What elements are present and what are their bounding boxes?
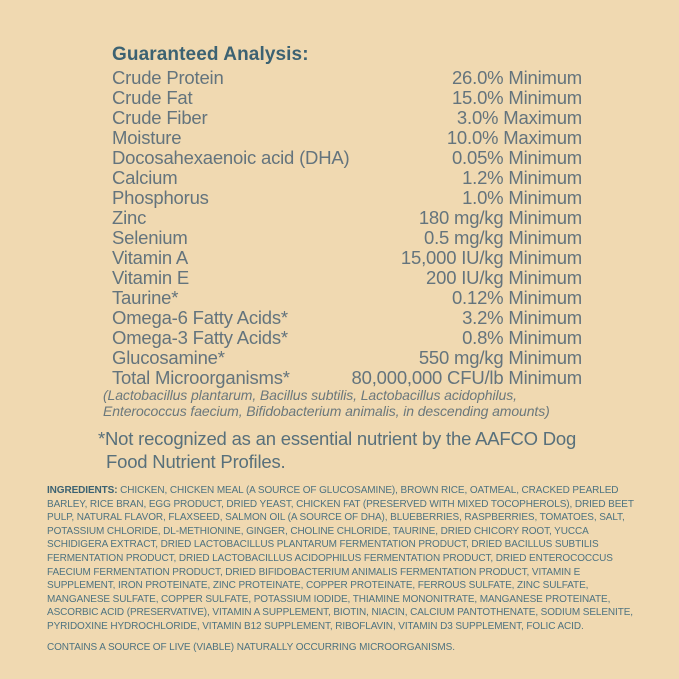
nutrient-name: Omega-6 Fatty Acids* xyxy=(112,307,288,328)
nutrient-name: Vitamin E xyxy=(112,267,190,288)
nutrient-amount: 200 IU/kg Minimum xyxy=(426,267,582,288)
nutrient-name: Omega-3 Fatty Acids* xyxy=(112,327,288,348)
nutrient-name: Glucosamine* xyxy=(112,347,225,368)
analysis-row xyxy=(112,347,582,367)
nutrient-amount: 15.0% Minimum xyxy=(451,87,582,108)
nutrient-amount: 0.8% Minimum xyxy=(462,327,582,348)
nutrient-amount: 26.0% Minimum xyxy=(451,67,582,88)
analysis-row xyxy=(112,207,582,227)
analysis-row xyxy=(112,167,582,187)
ingredients-list-text: CHICKEN, CHICKEN MEAL (A SOURCE OF GLUCOSAMINE), BROWN RICE, OATMEAL, CRACKED PEARLED BARLEY, RICE BRAN, EGG PRODUCT, DRIED YEAST, CHICKEN FAT (PRESERVED WITH MIXED TOCOPHEROLS), DRIED BEET PULP, NATURAL FLAVOR, FLAXSEED, SALMON OIL (A SOURCE OF DHA), BLUEBERRIES, RASPBERRIES, TOMATOES, SALT, POTASSIUM CHLORIDE, DL-METHIONINE, GINGER, CHOLINE CHLORIDE, TAURINE, DRIED CHICORY ROOT, YUCCA SCHIDIGERA EXTRACT, DRIED LACTOBACILLUS PLANTARUM FERMENTATION PRODUCT, DRIED BACILLUS SUBTILIS FERMENTATION PRODUCT, DRIED LACTOBACILLUS ACIDOPHILUS FERMENTATION PRODUCT, DRIED ENTEROCOCCUS FAECIUM FERMENTATION PRODUCT, DRIED BIFIDOBACTERIUM ANIMALIS FERMENTATION PRODUCT, VITAMIN E SUPPLEMENT, IRON PROTEINATE, ZINC PROTEINATE, COPPER PROTEINATE, FERROUS SULFATE, ZINC SULFATE, MANGANESE SULFATE, COPPER SULFATE, POTASSIUM IODIDE, THIAMINE MONONITRATE, MANGANESE PROTEINATE, ASCORBIC ACID (PRESERVATIVE), VITAMIN A SUPPLEMENT, BIOTIN, NIACIN, CALCIUM PANTOTHENATE, SODIUM SELENITE, PYRIDOXINE HYDROCHLORIDE, VITAMIN B12 SUPPLEMENT, RIBOFLAVIN, VITAMIN D3 SUPPLEMENT, FOLIC ACID. xyxy=(47,485,634,632)
analysis-row xyxy=(112,147,582,167)
nutrient-name: Zinc xyxy=(112,207,147,228)
nutrient-amount: 3.2% Minimum xyxy=(462,307,582,328)
analysis-row xyxy=(112,107,582,127)
analysis-row xyxy=(112,287,582,307)
nutrient-name: Moisture xyxy=(112,127,182,148)
nutrient-amount: 10.0% Maximum xyxy=(446,127,582,148)
guaranteed-analysis-table xyxy=(112,67,582,387)
analysis-row xyxy=(112,187,582,207)
nutrient-amount: 15,000 IU/kg Minimum xyxy=(400,247,582,268)
nutrient-amount: 1.0% Minimum xyxy=(462,187,582,208)
nutrient-name: Crude Fat xyxy=(112,87,193,108)
aafco-footnote: *Not recognized as an essential nutrient by the AAFCO Dog Food Nutrient Profiles. xyxy=(98,428,577,472)
nutrient-amount: 80,000,000 CFU/lb Minimum xyxy=(351,367,582,388)
nutrient-name: Vitamin A xyxy=(112,247,189,268)
nutrient-name: Crude Fiber xyxy=(112,107,208,128)
nutrient-amount: 550 mg/kg Minimum xyxy=(418,347,582,368)
nutrient-name: Calcium xyxy=(112,167,178,188)
analysis-row xyxy=(112,267,582,287)
analysis-row xyxy=(112,307,582,327)
guaranteed-analysis-title: Guaranteed Analysis: xyxy=(112,44,309,65)
nutrient-name: Crude Protein xyxy=(112,67,224,88)
nutrient-name: Selenium xyxy=(112,227,188,248)
nutrient-name: Total Microorganisms* xyxy=(112,367,290,388)
nutrient-name: Phosphorus xyxy=(112,187,209,208)
analysis-row xyxy=(112,247,582,267)
analysis-row xyxy=(112,87,582,107)
microorganisms-species-note: (Lactobacillus plantarum, Bacillus subtilis, Lactobacillus acidophilus, Enterococcus faecium, Bifidobacterium animalis, in descending amounts) xyxy=(103,387,550,419)
nutrient-amount: 0.05% Minimum xyxy=(451,147,582,168)
nutrient-amount: 180 mg/kg Minimum xyxy=(418,207,582,228)
analysis-row xyxy=(112,367,582,387)
nutrient-name: Docosahexaenoic acid (DHA) xyxy=(112,147,350,168)
nutrient-amount: 0.12% Minimum xyxy=(451,287,582,308)
analysis-row xyxy=(112,227,582,247)
nutrient-amount: 3.0% Maximum xyxy=(456,107,582,128)
analysis-row xyxy=(112,327,582,347)
ingredients-label: INGREDIENTS: xyxy=(47,485,118,496)
analysis-row xyxy=(112,127,582,147)
ingredients-section xyxy=(47,484,643,654)
analysis-row xyxy=(112,67,582,87)
nutrient-name: Taurine* xyxy=(112,287,179,308)
nutrient-amount: 1.2% Minimum xyxy=(462,167,582,188)
contains-microorganisms-statement: CONTAINS A SOURCE OF LIVE (VIABLE) NATURALLY OCCURRING MICROORGANISMS. xyxy=(47,641,455,653)
nutrient-amount: 0.5 mg/kg Minimum xyxy=(423,227,582,248)
